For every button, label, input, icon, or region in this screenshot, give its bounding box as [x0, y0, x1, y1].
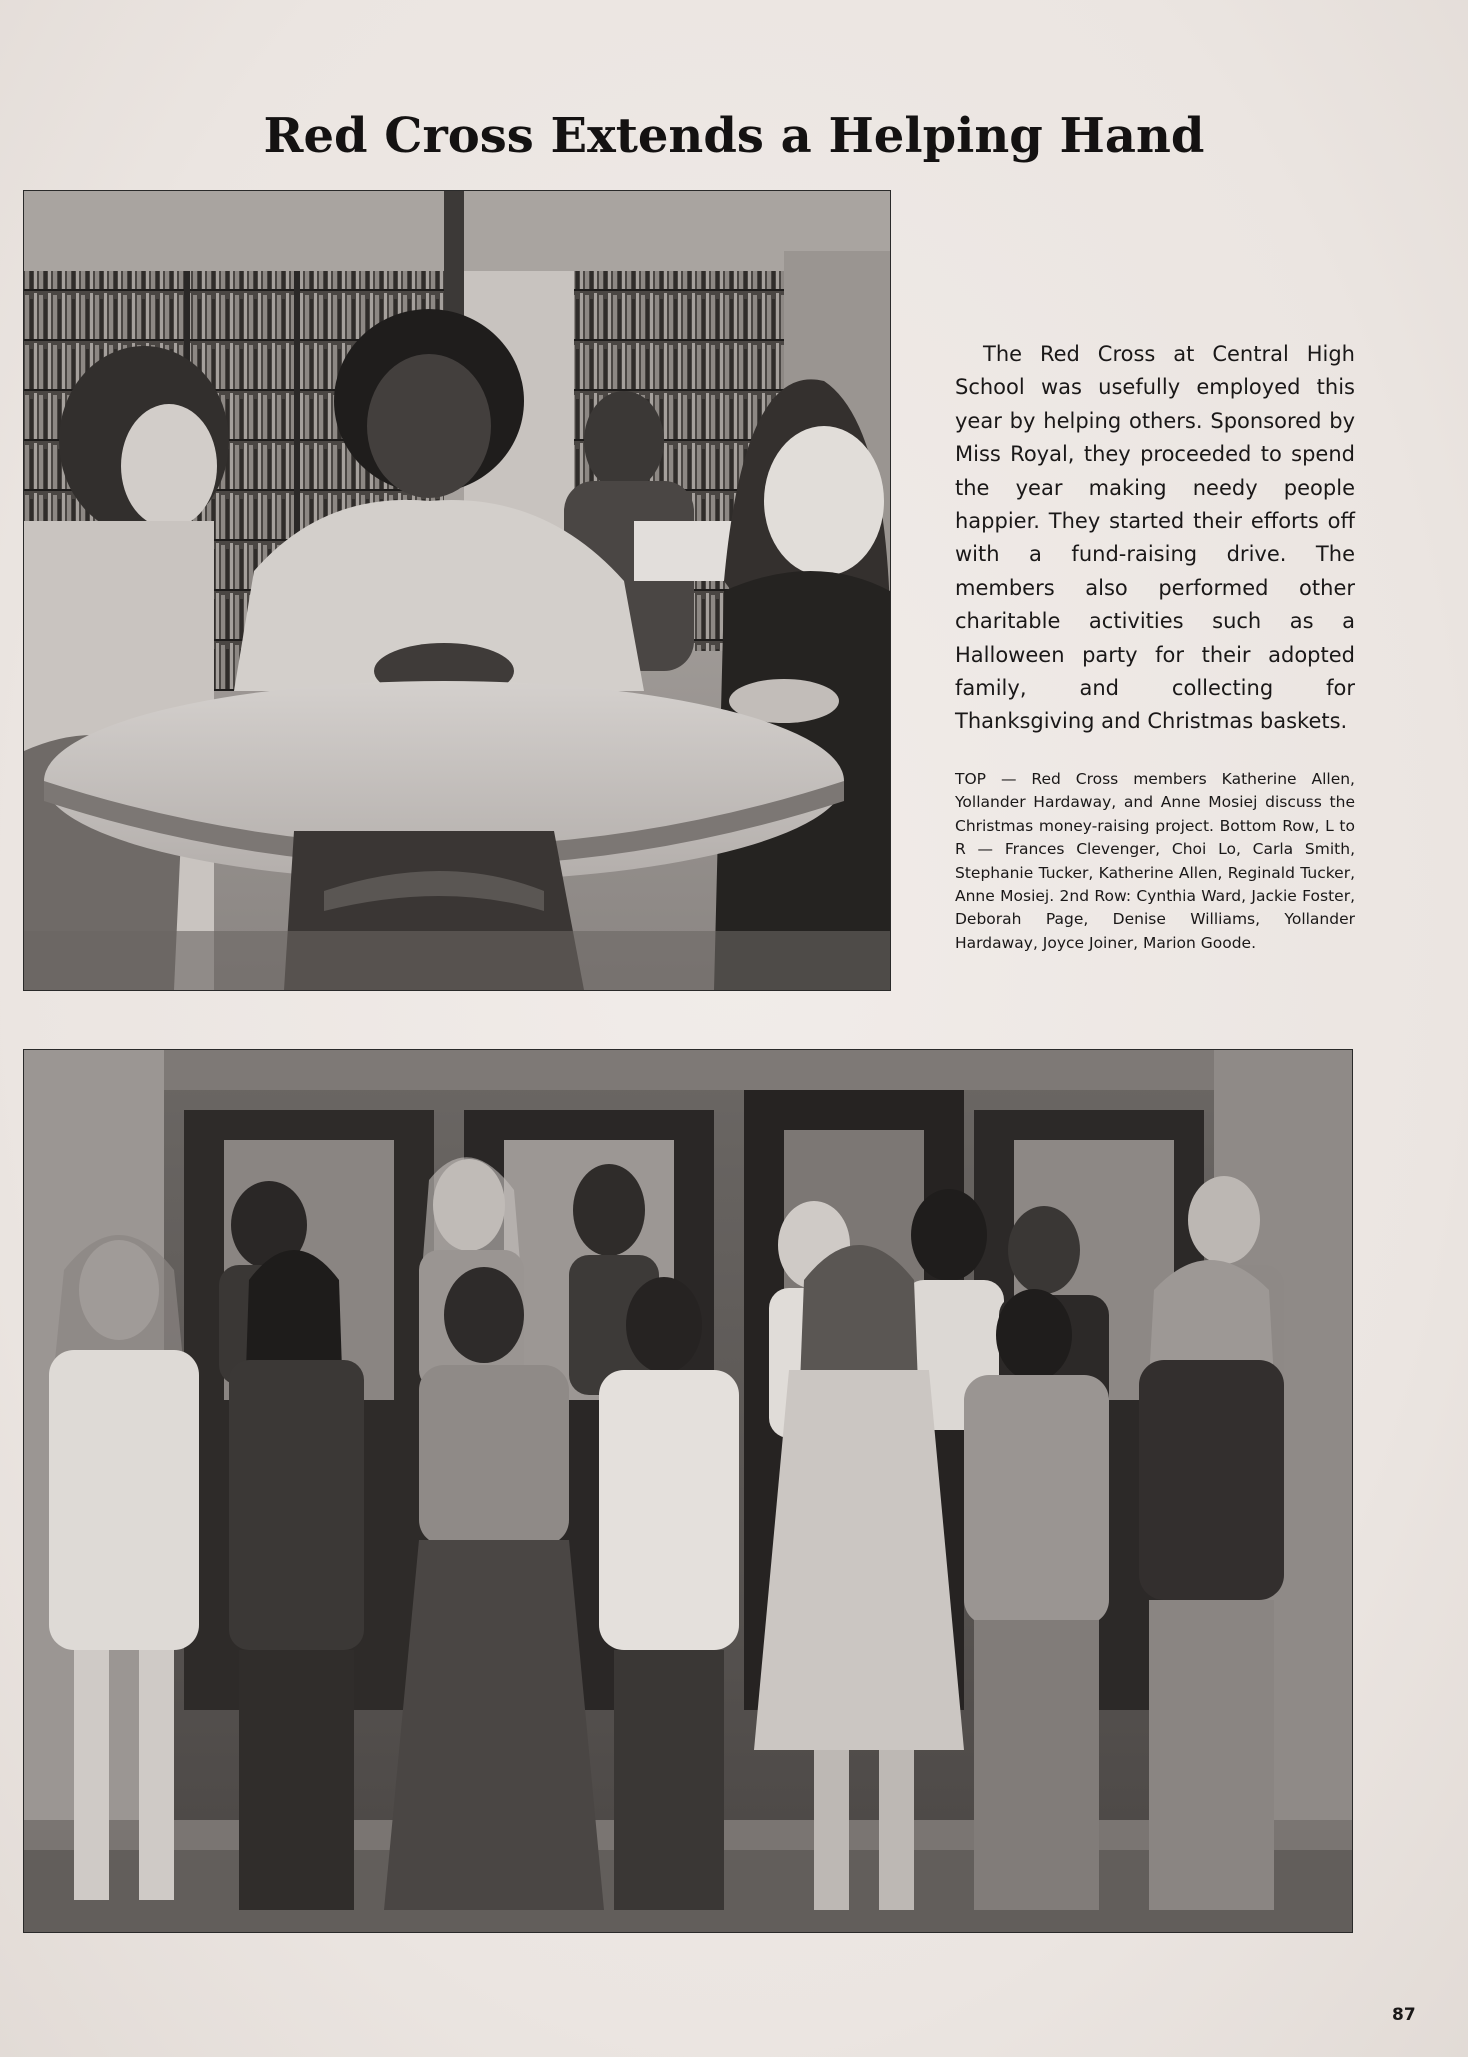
library-discussion-image: [24, 191, 890, 990]
article-body: The Red Cross at Central High School was usefully employed this year by helping others. Sponsored by Miss Royal, they proceeded to spend the year making needy people happier. They started their efforts off with a fund-raising drive. The members also performed other charitable activities such as a Halloween party for their adopted family, and collecting for Thanksgiving and Christmas baskets.: [955, 342, 1355, 734]
page-number: 87: [1392, 2005, 1416, 2025]
library-discussion-photo: [23, 190, 891, 991]
photo-caption: TOP — Red Cross members Katherine Allen, Yollander Hardaway, and Anne Mosiej discuss the Christmas money-raising project. Bottom Row, L to R — Frances Clevenger, Choi Lo, Carla Smith, Stephanie Tucker, Katherine Allen, Reginald Tucker, Anne Mosiej. 2nd Row: Cynthia Ward, Jackie Foster, Deborah Page, Denise Williams, Yollander Hardaway, Joyce Joiner, Marion Goode.: [955, 770, 1355, 952]
group-portrait-image: [24, 1050, 1352, 1932]
group-portrait-photo: [23, 1049, 1353, 1933]
page-title: Red Cross Extends a Helping Hand: [263, 108, 1205, 164]
